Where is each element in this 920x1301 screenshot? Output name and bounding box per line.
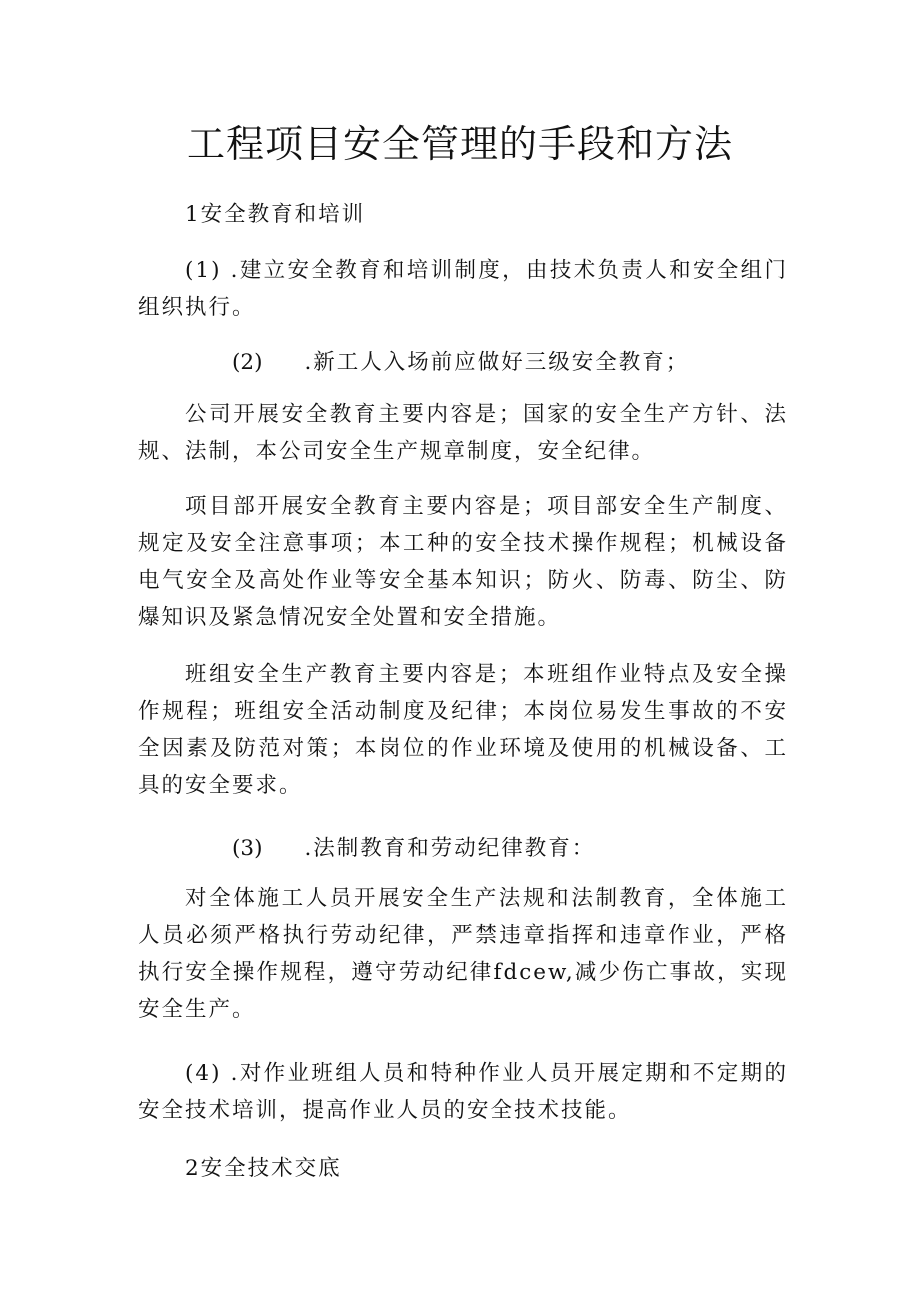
item-text: .新工人入场前应做好三级安全教育； [304,350,690,375]
paragraph-item-4: (4) .对作业班组人员和特种作业人员开展定期和不定期的安全技术培训，提高作业人员的安全技术技能。 [138,1061,788,1123]
document-title: 工程项目安全管理的手段和方法 [186,122,733,166]
paragraph-item-1: (1) .建立安全教育和培训制度，由技术负责人和安全组门组织执行。 [138,258,788,320]
item-number: (3) [232,836,263,861]
section-heading-2: 2安全技术交底 [185,1156,342,1181]
paragraph-project-education: 项目部开展安全教育主要内容是；项目部安全生产制度、规定及安全注意事项；本工种的安全技术操作规程；机械设备电气安全及高处作业等安全基本知识；防火、防毒、防尘、防爆知识及紧急情况安全处置和安全措施。 [138,494,788,630]
paragraph-item-2 [138,344,788,381]
item-text: .法制教育和劳动纪律教育： [304,836,596,861]
paragraph-team-education: 班组安全生产教育主要内容是；本班组作业特点及安全操作规程；班组安全活动制度及纪律；本岗位易发生事故的不安全因素及防范对策；本岗位的作业环境及使用的机械设备、工具的安全要求。 [138,662,788,798]
paragraph-law-education: 对全体施工人员开展安全生产法规和法制教育，全体施工人员必须严格执行劳动纪律，严禁违章指挥和违章作业，严格执行安全操作规程，遵守劳动纪律fdcew,减少伤亡事故，实现安全生产。 [138,886,788,1022]
item-number: (2) [232,350,263,375]
paragraph-item-3 [138,830,788,867]
paragraph-company-education: 公司开展安全教育主要内容是；国家的安全生产方针、法规、法制，本公司安全生产规章制度，安全纪律。 [138,402,788,464]
section-heading-1: 1安全教育和培训 [185,202,366,227]
